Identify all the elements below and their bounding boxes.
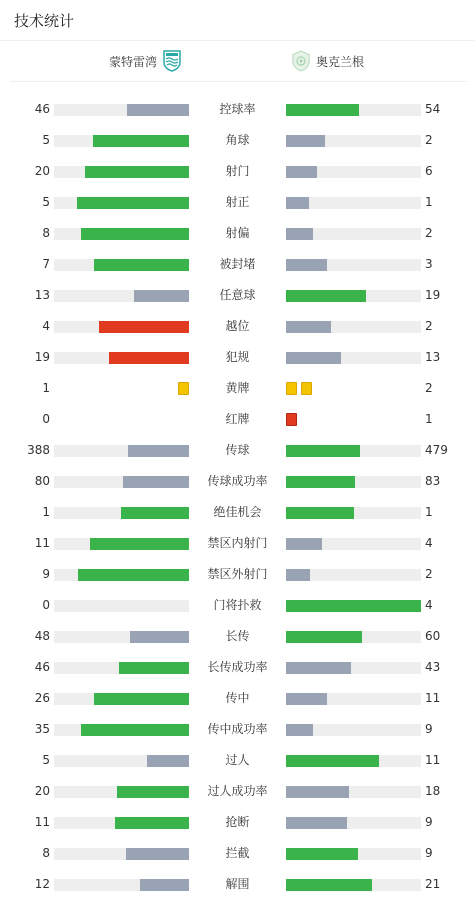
stat-row bbox=[0, 94, 475, 125]
stat-row bbox=[0, 745, 475, 776]
away-bar bbox=[286, 569, 310, 581]
home-bar-track bbox=[54, 445, 189, 457]
away-bar-track bbox=[286, 321, 421, 333]
home-value: 388 bbox=[27, 443, 50, 457]
home-bar-track bbox=[54, 352, 189, 364]
home-bar-track bbox=[54, 631, 189, 643]
stat-row bbox=[0, 218, 475, 249]
home-bar-track bbox=[54, 476, 189, 488]
away-bar-track bbox=[286, 631, 421, 643]
stat-row bbox=[0, 807, 475, 838]
home-bar bbox=[90, 538, 189, 550]
home-value: 12 bbox=[34, 877, 50, 891]
away-value: 3 bbox=[425, 257, 433, 271]
away-value: 83 bbox=[425, 474, 441, 488]
away-value: 54 bbox=[425, 102, 441, 116]
home-bar-track bbox=[54, 290, 189, 302]
teams-row bbox=[10, 41, 467, 82]
stat-label: 被封堵 bbox=[219, 257, 256, 271]
away-bar-track bbox=[286, 569, 421, 581]
stat-row bbox=[0, 156, 475, 187]
away-value: 18 bbox=[425, 784, 441, 798]
stat-row bbox=[0, 714, 475, 745]
away-bar bbox=[286, 104, 359, 116]
away-bar-track bbox=[286, 600, 421, 612]
away-bar bbox=[286, 538, 322, 550]
stat-label: 长传 bbox=[225, 629, 250, 643]
stat-label: 角球 bbox=[225, 133, 250, 147]
home-bar bbox=[134, 290, 189, 302]
home-bar bbox=[78, 569, 189, 581]
away-bar bbox=[286, 166, 317, 178]
away-bar-track bbox=[286, 135, 421, 147]
away-value: 2 bbox=[425, 381, 433, 395]
away-bar bbox=[286, 321, 331, 333]
away-bar bbox=[286, 662, 351, 674]
away-bar bbox=[286, 786, 349, 798]
home-bar bbox=[128, 445, 189, 457]
stat-label: 黄牌 bbox=[225, 381, 250, 395]
away-bar bbox=[286, 197, 309, 209]
stat-row bbox=[0, 838, 475, 869]
stat-row bbox=[0, 621, 475, 652]
away-value: 11 bbox=[425, 691, 441, 705]
away-value: 1 bbox=[425, 412, 433, 426]
stat-label: 解围 bbox=[225, 877, 250, 891]
away-bar-track bbox=[286, 228, 421, 240]
away-bar bbox=[286, 507, 354, 519]
home-value: 8 bbox=[42, 846, 50, 860]
away-value: 2 bbox=[425, 319, 433, 333]
away-value: 9 bbox=[425, 846, 433, 860]
stat-row bbox=[0, 125, 475, 156]
home-value: 13 bbox=[34, 288, 50, 302]
home-bar bbox=[147, 755, 189, 767]
stat-row bbox=[0, 404, 475, 435]
home-bar bbox=[126, 848, 189, 860]
home-value: 35 bbox=[34, 722, 50, 736]
home-bar-track bbox=[54, 321, 189, 333]
stat-label: 犯规 bbox=[225, 350, 250, 364]
away-bar-track bbox=[286, 290, 421, 302]
stat-label: 射门 bbox=[225, 164, 250, 178]
home-bar-track bbox=[54, 848, 189, 860]
stat-label: 控球率 bbox=[219, 102, 256, 116]
home-crest-icon bbox=[163, 50, 181, 72]
away-value: 2 bbox=[425, 567, 433, 581]
stat-label: 过人 bbox=[225, 753, 250, 767]
away-bar-track bbox=[286, 538, 421, 550]
away-value: 4 bbox=[425, 598, 433, 612]
away-bar-track bbox=[286, 724, 421, 736]
away-team-name: 奥克兰根 bbox=[316, 54, 365, 69]
home-value: 8 bbox=[42, 226, 50, 240]
home-bar bbox=[119, 662, 189, 674]
away-bar-track bbox=[286, 848, 421, 860]
away-value: 11 bbox=[425, 753, 441, 767]
stat-row bbox=[0, 280, 475, 311]
away-bar bbox=[286, 135, 325, 147]
stats-header bbox=[0, 0, 475, 41]
home-bar-track bbox=[54, 104, 189, 116]
home-team[interactable] bbox=[109, 41, 181, 81]
stat-label: 传中 bbox=[225, 691, 250, 705]
away-value: 21 bbox=[425, 877, 441, 891]
home-value: 26 bbox=[34, 691, 50, 705]
away-value: 6 bbox=[425, 164, 433, 178]
away-bar bbox=[286, 600, 421, 612]
away-value: 2 bbox=[425, 133, 433, 147]
home-bar bbox=[77, 197, 189, 209]
home-bar-track bbox=[54, 259, 189, 271]
home-bar-track bbox=[54, 879, 189, 891]
home-bar bbox=[81, 724, 189, 736]
home-value: 1 bbox=[42, 505, 50, 519]
stat-label: 传中成功率 bbox=[207, 722, 268, 736]
away-bar bbox=[286, 817, 347, 829]
home-bar-track bbox=[54, 507, 189, 519]
home-bar bbox=[81, 228, 189, 240]
home-cards bbox=[178, 382, 189, 395]
home-bar-track bbox=[54, 724, 189, 736]
away-value: 9 bbox=[425, 815, 433, 829]
stat-row bbox=[0, 590, 475, 621]
home-bar-track bbox=[54, 755, 189, 767]
home-team-name: 蒙特雷湾 bbox=[108, 54, 157, 69]
home-bar bbox=[127, 104, 189, 116]
away-bar-track bbox=[286, 693, 421, 705]
stat-label: 任意球 bbox=[219, 288, 256, 302]
home-bar-track bbox=[54, 569, 189, 581]
away-bar-track bbox=[286, 259, 421, 271]
away-bar-track bbox=[286, 476, 421, 488]
away-bar-track bbox=[286, 352, 421, 364]
home-bar-track bbox=[54, 600, 189, 612]
home-value: 5 bbox=[42, 133, 50, 147]
stat-label: 拦截 bbox=[225, 846, 250, 860]
away-bar-track bbox=[286, 879, 421, 891]
stat-label: 射偏 bbox=[225, 226, 250, 240]
stat-label: 禁区内射门 bbox=[207, 536, 268, 550]
home-bar bbox=[94, 259, 189, 271]
yellow-card-icon bbox=[178, 382, 189, 395]
home-value: 0 bbox=[42, 412, 50, 426]
stat-label: 越位 bbox=[225, 319, 250, 333]
home-value: 11 bbox=[34, 815, 50, 829]
stat-label: 传球成功率 bbox=[207, 474, 268, 488]
away-bar-track bbox=[286, 104, 421, 116]
stat-label: 长传成功率 bbox=[207, 660, 268, 674]
away-bar bbox=[286, 631, 362, 643]
home-bar bbox=[115, 817, 189, 829]
home-value: 20 bbox=[34, 784, 50, 798]
away-value: 4 bbox=[425, 536, 433, 550]
stat-label: 过人成功率 bbox=[207, 784, 268, 798]
home-bar bbox=[130, 631, 189, 643]
away-bar bbox=[286, 228, 313, 240]
away-bar bbox=[286, 259, 327, 271]
stat-row bbox=[0, 311, 475, 342]
stat-row bbox=[0, 497, 475, 528]
away-value: 60 bbox=[425, 629, 441, 643]
home-bar bbox=[85, 166, 189, 178]
stat-row bbox=[0, 342, 475, 373]
home-bar-track bbox=[54, 538, 189, 550]
away-bar bbox=[286, 476, 355, 488]
home-bar-track bbox=[54, 166, 189, 178]
home-value: 1 bbox=[42, 381, 50, 395]
stat-label: 传球 bbox=[225, 443, 250, 457]
home-bar-track bbox=[54, 228, 189, 240]
stat-label: 射正 bbox=[225, 195, 250, 209]
stat-label: 绝佳机会 bbox=[213, 505, 262, 519]
home-value: 46 bbox=[34, 102, 50, 116]
away-cards bbox=[286, 382, 312, 395]
home-bar-track bbox=[54, 662, 189, 674]
away-value: 1 bbox=[425, 195, 433, 209]
away-bar-track bbox=[286, 786, 421, 798]
yellow-card-icon bbox=[301, 382, 312, 395]
away-bar-track bbox=[286, 197, 421, 209]
home-bar-track bbox=[54, 817, 189, 829]
stat-row bbox=[0, 869, 475, 900]
home-value: 4 bbox=[42, 319, 50, 333]
away-bar-track bbox=[286, 166, 421, 178]
stat-label: 抢断 bbox=[225, 815, 250, 829]
home-bar bbox=[117, 786, 189, 798]
home-value: 11 bbox=[34, 536, 50, 550]
page-title: 技术统计 bbox=[14, 11, 75, 30]
away-bar-track bbox=[286, 445, 421, 457]
away-bar bbox=[286, 848, 358, 860]
home-bar-track bbox=[54, 693, 189, 705]
away-crest-icon bbox=[292, 50, 310, 72]
home-value: 7 bbox=[42, 257, 50, 271]
away-bar bbox=[286, 445, 360, 457]
stat-row bbox=[0, 187, 475, 218]
stat-row bbox=[0, 466, 475, 497]
away-bar bbox=[286, 724, 313, 736]
away-value: 1 bbox=[425, 505, 433, 519]
home-value: 5 bbox=[42, 753, 50, 767]
home-value: 5 bbox=[42, 195, 50, 209]
stat-row bbox=[0, 528, 475, 559]
home-value: 46 bbox=[34, 660, 50, 674]
home-bar bbox=[123, 476, 189, 488]
away-value: 19 bbox=[425, 288, 441, 302]
away-bar-track bbox=[286, 507, 421, 519]
home-bar-track bbox=[54, 786, 189, 798]
yellow-card-icon bbox=[286, 382, 297, 395]
home-bar bbox=[94, 693, 189, 705]
home-value: 0 bbox=[42, 598, 50, 612]
home-bar bbox=[140, 879, 189, 891]
away-bar bbox=[286, 693, 327, 705]
stat-label: 禁区外射门 bbox=[207, 567, 268, 581]
home-value: 19 bbox=[34, 350, 50, 364]
home-bar bbox=[121, 507, 189, 519]
home-bar-track bbox=[54, 135, 189, 147]
stat-row bbox=[0, 683, 475, 714]
home-value: 9 bbox=[42, 567, 50, 581]
home-value: 80 bbox=[34, 474, 50, 488]
stat-row bbox=[0, 435, 475, 466]
away-value: 2 bbox=[425, 226, 433, 240]
home-bar bbox=[93, 135, 189, 147]
away-bar bbox=[286, 352, 341, 364]
stat-label: 红牌 bbox=[225, 412, 250, 426]
home-bar bbox=[99, 321, 189, 333]
away-cards bbox=[286, 413, 297, 426]
away-value: 9 bbox=[425, 722, 433, 736]
red-card-icon bbox=[286, 413, 297, 426]
away-team[interactable] bbox=[292, 41, 364, 81]
stat-row bbox=[0, 652, 475, 683]
away-bar-track bbox=[286, 662, 421, 674]
away-value: 479 bbox=[425, 443, 448, 457]
stat-row bbox=[0, 373, 475, 404]
away-bar bbox=[286, 290, 366, 302]
home-bar bbox=[109, 352, 189, 364]
stat-row bbox=[0, 249, 475, 280]
away-bar-track bbox=[286, 817, 421, 829]
stat-row bbox=[0, 776, 475, 807]
home-value: 20 bbox=[34, 164, 50, 178]
away-bar bbox=[286, 755, 379, 767]
away-value: 43 bbox=[425, 660, 441, 674]
stat-row bbox=[0, 559, 475, 590]
away-value: 13 bbox=[425, 350, 441, 364]
home-value: 48 bbox=[34, 629, 50, 643]
stat-label: 门将扑救 bbox=[213, 598, 262, 612]
away-bar bbox=[286, 879, 372, 891]
home-bar-track bbox=[54, 197, 189, 209]
away-bar-track bbox=[286, 755, 421, 767]
